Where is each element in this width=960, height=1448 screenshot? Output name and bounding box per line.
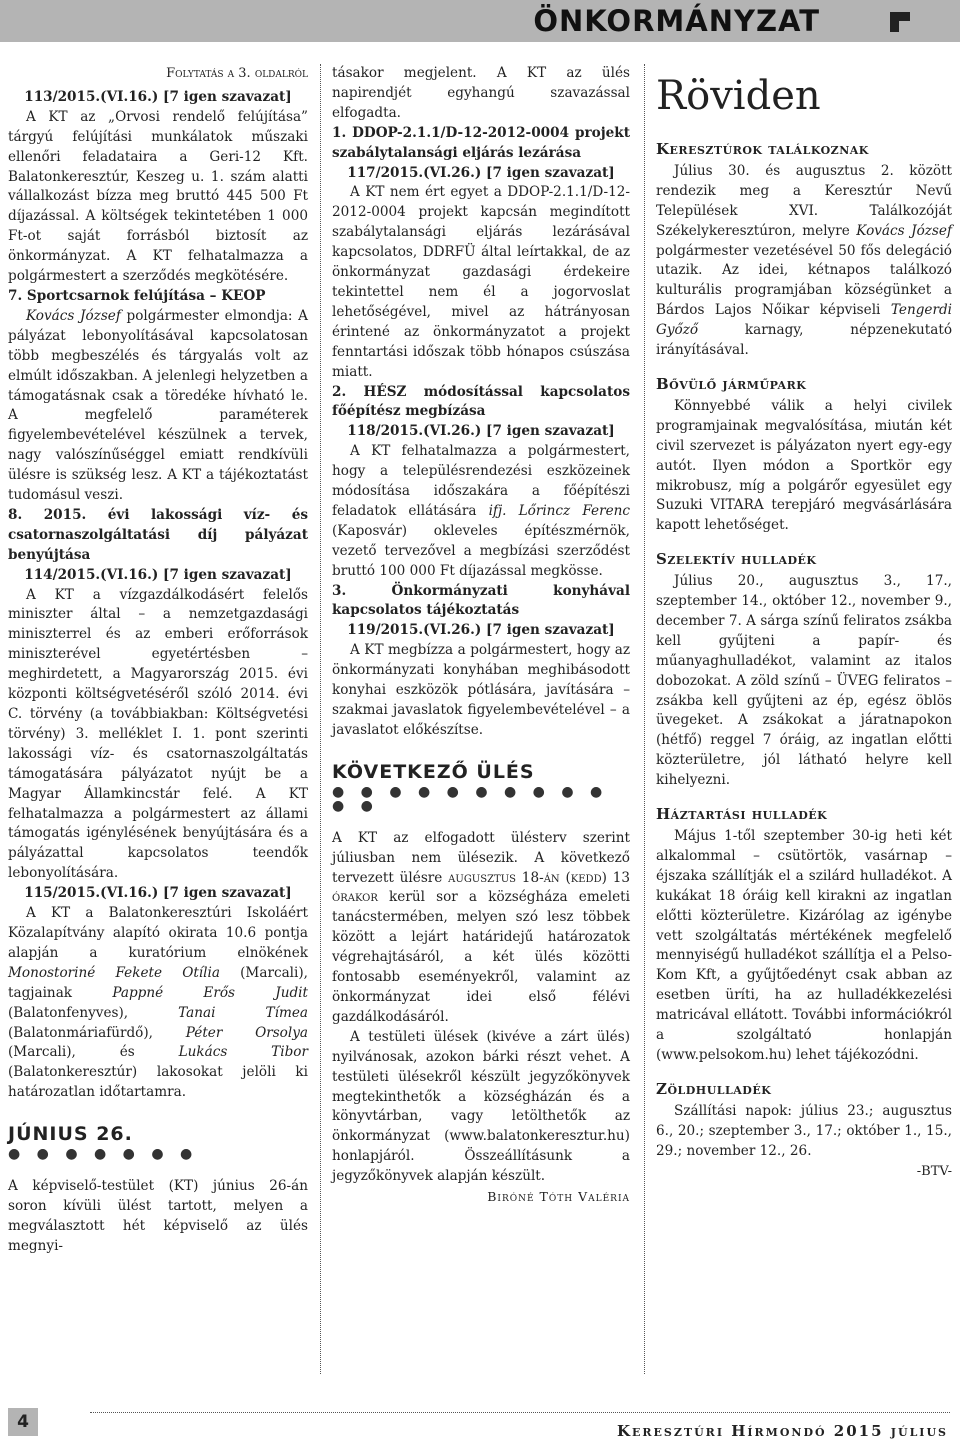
resolution-heading: 114/2015.(VI.16.) [7 igen szavazat]: [24, 566, 292, 583]
resolution-heading: 117/2015.(VI.26.) [7 igen szavazat]: [347, 164, 615, 181]
column-left: [8, 64, 308, 1257]
section-heading-june-26: JÚNIUS 26.: [8, 1123, 133, 1146]
news-heading: Háztartási hulladék: [656, 805, 828, 824]
meeting-intro-text: A képviselő-testület (KT) június 26-án soron kívüli ülést tartott, melyen a megválasztott hét képviselő az ülés megnyi-: [8, 1178, 308, 1254]
continuation-note: Folytatás a 3. oldalról: [166, 66, 308, 81]
resolution-text: A KT megbízza a polgármestert, hogy az önkormányzati konyhában meghibásodott konyhai eszközök pótlására, javítására – szakmai javaslatok figyelembevételével – a javaslatot előkészítse.: [332, 642, 630, 738]
resolution-heading: 119/2015.(VI.26.) [7 igen szavazat]: [347, 622, 615, 639]
news-text: Szállítási napok: július 23.; augusztus 6., 20.; szeptember 3., 17.; október 1., 15., 29.; november 12., 26.: [656, 1102, 952, 1159]
resolution-text: A KT nem ért egyet a DDOP-2.1.1/D-12-2012-0004 projekt kapcsán megindított szabálytalansági eljárás lezárásával kapcsolatos, DDRFÜ által leírtakkal, de az önkormányzat gazdasági érdekeire tekintettel nem él a jogorvoslat lehetőségével, mivel az hátrányosan érintené az önkormányzatot a projekt fenntartási időszak több hónapos csúszása miatt.: [332, 184, 630, 380]
dot-rule: ● ● ● ● ● ● ●: [8, 1146, 199, 1163]
section-title: ÖNKORMÁNYZAT: [533, 4, 820, 38]
resolution-heading: 118/2015.(VI.26.) [7 igen szavazat]: [347, 423, 615, 440]
news-heading: Zöldhulladék: [656, 1079, 772, 1098]
page-number: 4: [8, 1408, 38, 1436]
news-heading: Szelektív hulladék: [656, 550, 817, 569]
agenda-item-title: 3. Önkormányzati konyhával kapcsolatos tájékoztatás: [332, 582, 630, 619]
news-heading: Keresztúrok találkoznak: [656, 140, 869, 158]
resolution-heading: 115/2015.(VI.16.) [7 igen szavazat]: [24, 885, 292, 902]
column-right: [656, 64, 952, 1181]
publication-name: Keresztúri Hírmondó 2015 július: [616, 1422, 948, 1440]
news-heading: Bővülő járműpark: [656, 374, 807, 393]
column-middle: [332, 64, 630, 1207]
column-divider: [320, 64, 321, 1374]
resolution-text: A KT a vízgazdálkodásért felelős miniszter által – a nemzetgazdasági miniszterrel és az emberi erőforrások miniszterével egyetértésben – meghirdetett, a Magyarország 2015. évi központi költségvetéséről szóló 2014. évi C. törvény (a továbbiakban: Költségvetési törvény) 3. melléklet I. 1. pont szerinti lakossági víz- és csatornaszolgáltatás támogatására pályázatot nyújt be a Magyar Államkincstár felé. A KT felhatalmazza a polgármestert az állami támogatás igénylésének benyújtására és a pályázattal kapcsolatos teendők lebonyolítására.: [8, 586, 308, 882]
news-text: Május 1-től szeptember 30-ig heti két alkalommal – csütörtök, vasárnap – éjszaka szállítják el a szilárd hulladékot. A kukákat 18 óráig kell kirakni az ingatlan előtti közterületre. Kizárólag az igénybe vett szolgáltatás mértékének megfelelő mennyiségű hulladékot szállítja el a Pelso-Kom Kft, a gyűjtőedényt csak abban az esetben üríti, ha az hulladékkezelési matricával ellátott. További információkról a szolgáltató honlapján (www.pelsokom.hu) lehet tájékozódni.: [656, 828, 952, 1063]
section-heading-next-meeting: KÖVETKEZŐ ÜLÉS: [332, 760, 535, 783]
news-text: Könnyebbé válik a helyi civilek programjainak megvalósítása, miután két civil szervezet is pályázaton nyert egy-egy autót. Ilyen módon a Sportkör egy mikrobusz, míg a polgárőr egyesület egy Suzuki VITARA terepjáró megvásárlására kapott lehetőséget.: [656, 397, 952, 534]
brief-news-title: Röviden: [656, 73, 821, 119]
author-signature: Biróné Tóth Valéria: [487, 1189, 630, 1205]
agenda-item-title: 2. HÉSZ módosítással kapcsolatos főépítész megbízása: [332, 383, 630, 420]
next-meeting-text: A testületi ülések (kivéve a zárt ülés) nyilvánosak, azokon bárki részt vehet. A testületi ülésekről készült jegyzőkönyvek megtekinthetők a községházán és a könyvtárban, vagy letölthetők az önkormányzat (www.balatonkeresztur.hu) honlapjáról. Összeállításunk a jegyzőkönyvek alapján készült.: [332, 1028, 630, 1185]
agenda-item-title: 1. DDOP-2.1.1/D-12-2012-0004 projekt szabálytalansági eljárás lezárása: [332, 124, 630, 161]
meeting-intro-text: tásakor megjelent. A KT az ülés napirendjét egyhangú szavazással elfogadta.: [332, 65, 630, 121]
resolution-text: A KT az „Orvosi rendelő felújítása” tárgyú felújítási munkálatok műszaki ellenőri feladataira a Geri-12 Kft. Balatonkeresztúr, Keszeg u. 1. szám alatti vállalkozást bízza meg bruttó 445 500 Ft díjazással. A költségek tekintetében 1 000 Ft-ot saját forrásból biztosít az önkormányzat. A KT felhatalmazza a polgármestert a szerződés megkötésére.: [8, 108, 308, 285]
agenda-item-text: Kovács József polgármester elmondja: A pályázat lebonyolításával kapcsolatosan több megbeszélés és tárgyalás volt az elmúlt időszakban. A jelenlegi helyzetben a támogatásnak csak a töredéke hívható le. A megfelelő paraméterek figyelembevételével készülnek a tervek, nagy valószínűséggel emiatt rendkívüli ülésre is szükség lesz. A KT a tájékoztatást tudomásul veszi.: [8, 307, 308, 504]
header-bar: [0, 0, 960, 42]
resolution-text: A KT felhatalmazza a polgármestert, hogy a településrendezési eszközeinek módosítása időszakára a főépítészi feladatok ellátására ifj. Lőrincz Ferenc (Kaposvár) okleveles építészmérnök, vezető tervezővel a megbízási szerződést bruttó 100 000 Ft díjazással megkösse.: [332, 443, 630, 579]
author-initials: -BTV-: [916, 1163, 952, 1179]
corner-square-icon: [890, 12, 910, 32]
resolution-text: A KT a Balatonkeresztúri Iskoláért Közalapítvány alapító okirata 10.6 pontja alapján a kuratórium elnökének Monostoriné Fekete Otília (Marcali), tagjainak Pappné Erős Judit (Balatonfenyves), Tanai Tímea (Balatonmáriafürdő), Péter Orsolya (Marcali), és Lukács Tibor (Balatonkeresztúr) lakosokat jelöli ki határozatlan időtartamra.: [8, 905, 308, 1101]
footer-rule: [90, 1412, 950, 1413]
agenda-item-title: 8. 2015. évi lakossági víz- és csatornaszolgáltatási díj pályázat benyújtása: [8, 506, 308, 563]
resolution-heading: 113/2015.(VI.16.) [7 igen szavazat]: [24, 88, 292, 105]
column-divider: [644, 64, 645, 1374]
agenda-item-title: 7. Sportcsarnok felújítása – KEOP: [8, 287, 266, 304]
next-meeting-text: A KT az elfogadott ülésterv szerint júliusban nem ülésezik. A következő tervezett ülésre augusztus 18-án (kedd) 13 órakor kerül sor a községháza emeleti tanácstermében, melyen szó lesz többek között a lejárt határidejű határozatok végrehajtásáról, a két ülés közötti fontosabb eseményekről, valamint az önkormányzat idei első félévi gazdálkodásáról.: [332, 829, 631, 1025]
news-text: Július 30. és augusztus 2. között rendezik meg a Keresztúr Nevű Települések XVI. Találkozóját Székelykeresztúron, melyre Kovács József polgármester vezetésével 50 fős delegáció utazik. Az idei, kétnapos találkozó kulturális programjában községünket a Bárdos Lajos Nőikar képviseli Tengerdi Győző karnagy, népzenekutató irányításával.: [656, 162, 952, 359]
dot-rule: ● ● ● ● ● ● ● ● ● ● ● ●: [332, 783, 609, 814]
news-text: Július 20., augusztus 3., 17., szeptember 14., október 12., november 9., december 7. A sárga színű feliratos zsákba kell gyűjteni a papír- és műanyaghulladékot, valamint az italos dobozokat. A zöld színű – ÜVEG feliratos – zsákba kell gyűjteni az ép, egész öblös üvegeket. A zsákokat a járatnapokon (hétfő) reggel 7 óráig, az ingatlan előtti közterületre, jól látható helyre kell kihelyezni.: [656, 573, 952, 789]
